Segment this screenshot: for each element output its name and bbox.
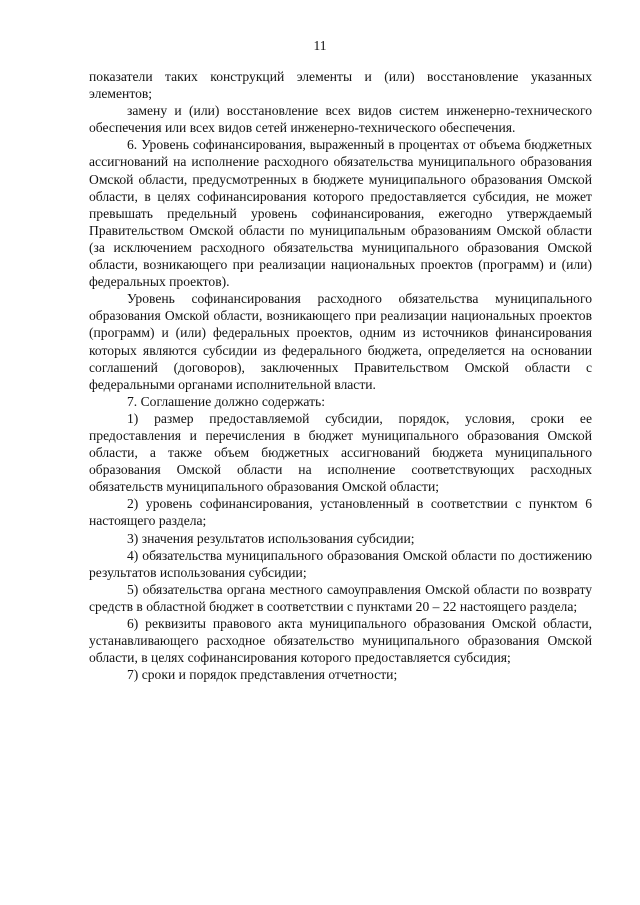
paragraph: показатели таких конструкций элементы и (или) восстановление указанных элементов; xyxy=(89,69,592,102)
list-item: 2) уровень софинансирования, установленный в соответствии с пунктом 6 настоящего раздела; xyxy=(89,496,592,529)
paragraph: 7. Соглашение должно содержать: xyxy=(127,393,325,409)
list-item: 4) обязательства муниципального образования Омской области по достижению результатов использования субсидии; xyxy=(89,547,592,580)
list-item: 7) сроки и порядок представления отчетности; xyxy=(127,667,398,683)
paragraph: Уровень софинансирования расходного обязательства муниципального образования Омской области, возникающего при реализации национальных проектов (программ) и (или) федеральных проектов, одним из источников финансирования которых являются субсидии из федерального бюджета, определяется на основании соглашений (договоров), заключенных Правительством Омской области с федеральными органами исполнительной власти. xyxy=(89,291,592,392)
paragraph: 6. Уровень софинансирования, выраженный в процентах от объема бюджетных ассигнований на исполнение расходного обязательства муниципального образования Омской области, предусмотренных в бюджете муниципального образования Омской области, в целях софинансирования которого предоставляется субсидия, не может превышать предельный уровень софинансирования, ежегодно утверждаемый Правительством Омской области по муниципальным образованиям Омской области (за исключением расходного обязательства муниципального образования Омской области, возникающего при реализации национальных проектов (программ) и (или) федеральных проектов). xyxy=(89,137,592,290)
list-item: 5) обязательства органа местного самоуправления Омской области по возврату средств в областной бюджет в соответствии с пунктами 20 – 22 настоящего раздела; xyxy=(89,581,592,614)
document-body xyxy=(89,68,592,683)
list-item: 3) значения результатов использования субсидии; xyxy=(127,530,415,546)
list-item: 1) размер предоставляемой субсидии, порядок, условия, сроки ее предоставления и перечисления в бюджет муниципального образования Омской области, а также объем бюджетных ассигнований бюджета муниципального образования Омской области на исполнение соответствующих расходных обязательств муниципального образования Омской области; xyxy=(89,410,592,495)
page-number: 11 xyxy=(313,38,327,53)
list-item: 6) реквизиты правового акта муниципального образования Омской области, устанавливающего расходное обязательство муниципального образования Омской области, в целях софинансирования которого предоставляется субсидия; xyxy=(89,616,592,666)
paragraph: замену и (или) восстановление всех видов систем инженерно-технического обеспечения или всех видов сетей инженерно-технического обеспечения. xyxy=(89,103,592,136)
